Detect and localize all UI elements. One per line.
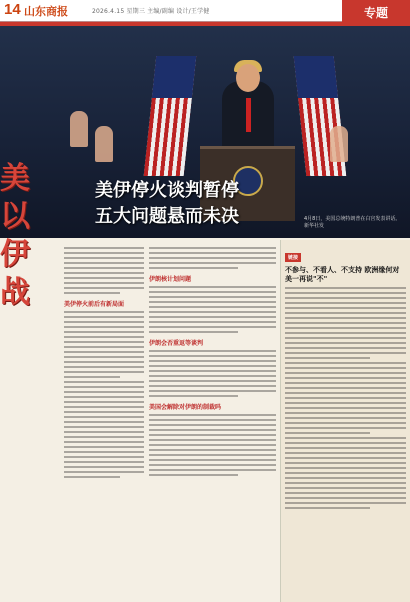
section-subhead: 美国会解除对伊朗的制裁吗 [149,404,222,411]
raised-hand [330,126,348,162]
headline-line1: 美伊停火谈判暂停 [95,180,239,201]
side-title-char: 伊 [0,237,30,272]
sidebar-label: 链接 [285,253,301,262]
publication-name: 山东商报 [24,6,68,18]
masthead [0,0,410,22]
speaker-head [236,64,260,92]
lead-photo [0,26,410,238]
column-right-sidebar [280,240,410,602]
section-tag: 专题 [342,0,410,26]
section-subhead: 伊朗会否重返等谈判 [149,340,204,347]
issue-meta: 2026.4.15 星期三 主编/副编 设计/王学健 [92,8,210,15]
us-flag-left [144,56,197,176]
section-subhead: 美伊停火前后有新局面 [64,301,125,308]
section-subhead: 伊朗核计划问题 [149,276,192,283]
page-number: 14 [4,1,21,18]
raised-hand [95,126,113,162]
side-title-char: 战 [0,275,30,310]
raised-hand [70,111,88,147]
sidebar-title: 不参与、不看人、不支持 欧洲缘何对美一再说"不" [285,266,400,283]
photo-caption: 4月8日，美国总统特朗普在白宫发表讲话。新华社发 [304,216,401,229]
side-title-char: 美 [0,161,30,196]
side-title-char: 以 [0,199,30,234]
speaker-tie [246,98,251,132]
column-middle [145,240,280,602]
side-title [0,160,60,310]
headline-line2: 五大问题悬而未决 [95,206,239,227]
